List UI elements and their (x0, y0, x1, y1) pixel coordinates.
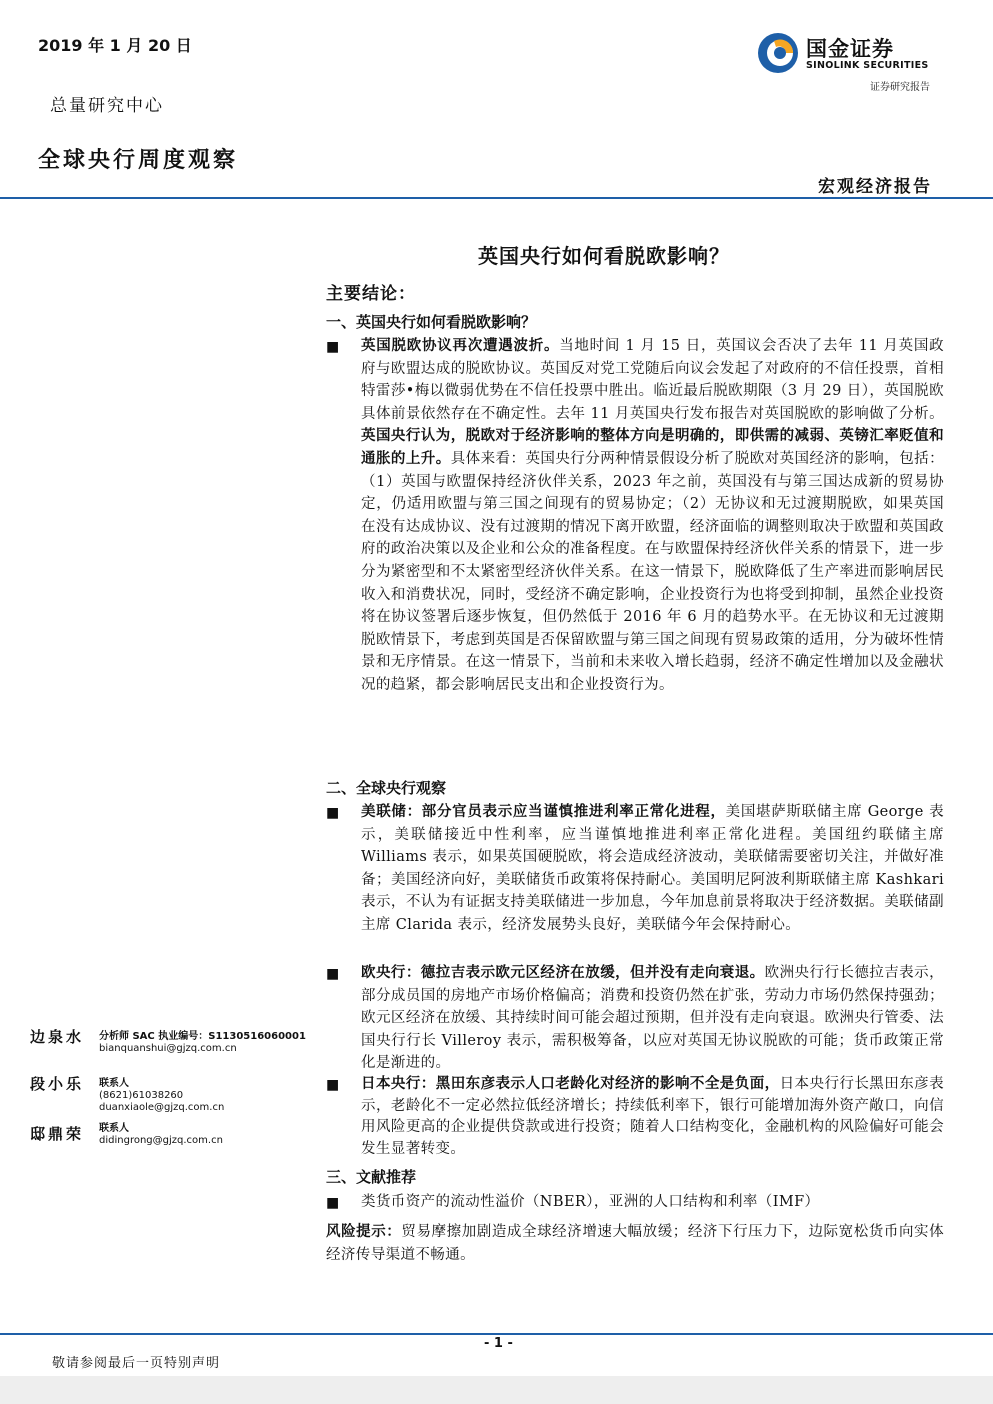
analyst-email: didingrong@gjzq.com.cn (99, 1135, 223, 1146)
report-title: 英国央行如何看脱欧影响？ (478, 244, 730, 268)
boj-paragraph (361, 1073, 944, 1160)
analyst-info (99, 1123, 223, 1147)
bullet-icon: ■ (326, 339, 340, 355)
paragraph-text: 欧洲央行行长德拉吉表示，部分成员国的房地产市场价格偏高；消费和投资仍然在扩张，劳动力市场仍然保持强劲；欧元区经济在放缓、其持续时间可能会超过预期，但并没有走向衰退。欧洲央行管委、法国央行行长 Villeroy 表示，需积极筹备，以应对英国无协议脱欧的可能；货币政策正常化是渐进的。 (361, 965, 944, 1072)
analyst-email: bianquanshui@gjzq.com.cn (99, 1043, 237, 1054)
section-heading-2: 二、全球央行观察 (326, 779, 447, 797)
analyst-role: 分析师 SAC 执业编号：S1130516060001 (99, 1031, 306, 1042)
section-1-paragraph (361, 335, 944, 697)
ecb-paragraph (361, 962, 944, 1075)
bullet-icon: ■ (326, 966, 340, 982)
bullet-icon: ■ (326, 805, 340, 821)
analyst-name: 邸鼎荣 (30, 1125, 85, 1143)
bullet-icon: ■ (326, 1077, 340, 1093)
analyst-email: duanxiaole@gjzq.com.cn (99, 1102, 225, 1113)
analyst-name: 段小乐 (30, 1075, 85, 1093)
footer-disclaimer: 敬请参阅最后一页特别声明 (52, 1356, 221, 1371)
paragraph-text: 具体来看：英国央行分两种情景假设分析了脱欧对英国经济的影响，包括：（1）英国与欧盟保持经济伙伴关系，2023 年之前，英国没有与第三国达成新的贸易协定，仍适用欧盟与第三国之间现有的贸易协定；（2）无协议和无过渡期脱欧，如果英国在没有达成协议、没有过渡期的情况下离开欧盟，经济面临的调整则取决于欧盟和英国政府的政治决策以及企业和公众的准备程度。在与欧盟保持经济伙伴关系的情景下，进一步分为紧密型和不太紧密型经济伙伴关系。在这一情景下，脱欧降低了生产率进而影响居民收入和消费状况，同时，受经济不确定影响，企业投资行为也将受到抑制，虽然企业投资将在协议签署后逐步恢复，但仍然低于 2016 年 6 月的趋势水平。在无协议和无过渡期脱欧情景下，考虑到英国是否保留欧盟与第三国之间现有贸易政策的适用，分为破坏性情景和无序情景。在这一情景下，当前和未来收入增长趋弱，经济不确定性增加以及金融状况的趋紧，都会影响居民支出和企业投资行为。 (361, 450, 944, 693)
page-bottom-bar (0, 1376, 993, 1404)
conclusion-heading: 主要结论： (326, 284, 416, 304)
analyst-role: 联系人 (99, 1078, 129, 1089)
section-heading-3: 三、文献推荐 (326, 1168, 417, 1186)
paragraph-lead: 英国脱欧协议再次遭遇波折。 (361, 337, 560, 354)
paragraph-text: 美国堪萨斯联储主席 George 表示，美联储接近中性利率，应当谨慎地推进利率正常化进程。美国纽约联储主席 Williams 表示，如果英国硬脱欧，将会造成经济波动，美联储需要密切关注，并做好准备；美国经济向好，美联储货币政策将保持耐心。美国明尼阿波利斯联储主席 Kashkari 表示，不认为有证据支持美联储进一步加息，今年加息前景将取决于经济数据。美联储副主席 Clarida 表示，经济发展势头良好，美联储今年会保持耐心。 (361, 804, 944, 933)
risk-label: 风险提示： (326, 1223, 402, 1240)
literature-paragraph (361, 1191, 944, 1214)
logo-subtitle: 证券研究报告 (870, 82, 930, 93)
bullet-icon: ■ (326, 1195, 340, 1211)
analyst-phone: (8621)61038260 (99, 1090, 184, 1101)
paragraph-lead: 日本央行：黑田东彦表示人口老龄化对经济的影响不全是负面， (361, 1075, 780, 1092)
paragraph-text: 日本央行行长黑田东彦表示，老龄化不一定必然拉低经济增长；持续低利率下，银行可能增加海外资产敞口，向信用风险更高的企业提供贷款或进行投资；随着人口结构变化，金融机构的风险偏好可能会发生显著转变。 (361, 1076, 944, 1157)
paragraph-text: 类货币资产的流动性溢价（NBER），亚洲的人口结构和利率（IMF） (361, 1194, 820, 1210)
series-title: 全球央行周度观察 (38, 147, 239, 173)
logo-name-cn: 国金证券 (806, 37, 894, 61)
page-number: - 1 - (484, 1336, 513, 1351)
analyst-name: 边泉水 (30, 1028, 85, 1046)
logo-name-en: SINOLINK SECURITIES (806, 60, 929, 71)
report-type: 宏观经济报告 (818, 177, 932, 197)
analyst-role: 联系人 (99, 1123, 129, 1134)
logo-mark-icon (756, 31, 804, 75)
header-divider (0, 197, 993, 199)
paragraph-lead: 欧央行：德拉吉表示欧元区经济在放缓，但并没有走向衰退。 (361, 964, 765, 981)
report-date: 2019 年 1 月 20 日 (38, 36, 192, 55)
paragraph-emphasis: 英国央行认为，脱欧对于经济影响的整体方向是明确的，即供需的减弱、英镑汇率贬值和通胀的上升。 (361, 427, 944, 467)
fed-paragraph (361, 801, 944, 937)
risk-warning (326, 1221, 944, 1266)
risk-text: 贸易摩擦加剧造成全球经济增速大幅放缓；经济下行压力下，边际宽松货币向实体经济传导渠道不畅通。 (326, 1224, 944, 1263)
paragraph-text: 当地时间 1 月 15 日，英国议会否决了去年 11 月英国政府与欧盟达成的脱欧协议。英国反对党工党随后向议会发起了对政府的不信任投票，首相特雷莎•梅以微弱优势在不信任投票中胜出。临近最后脱欧期限（3 月 29 日），英国脱欧具体前景依然存在不确定性。去年 11 月英国央行发布报告对英国脱欧的影响做了分析。 (361, 338, 944, 422)
paragraph-lead: 美联储：部分官员表示应当谨慎推进利率正常化进程， (361, 803, 726, 820)
analyst-info (99, 1031, 306, 1055)
department-name: 总量研究中心 (50, 96, 164, 116)
section-heading-1: 一、英国央行如何看脱欧影响？ (326, 313, 537, 331)
footer-divider (0, 1333, 993, 1335)
analyst-info (99, 1078, 224, 1114)
